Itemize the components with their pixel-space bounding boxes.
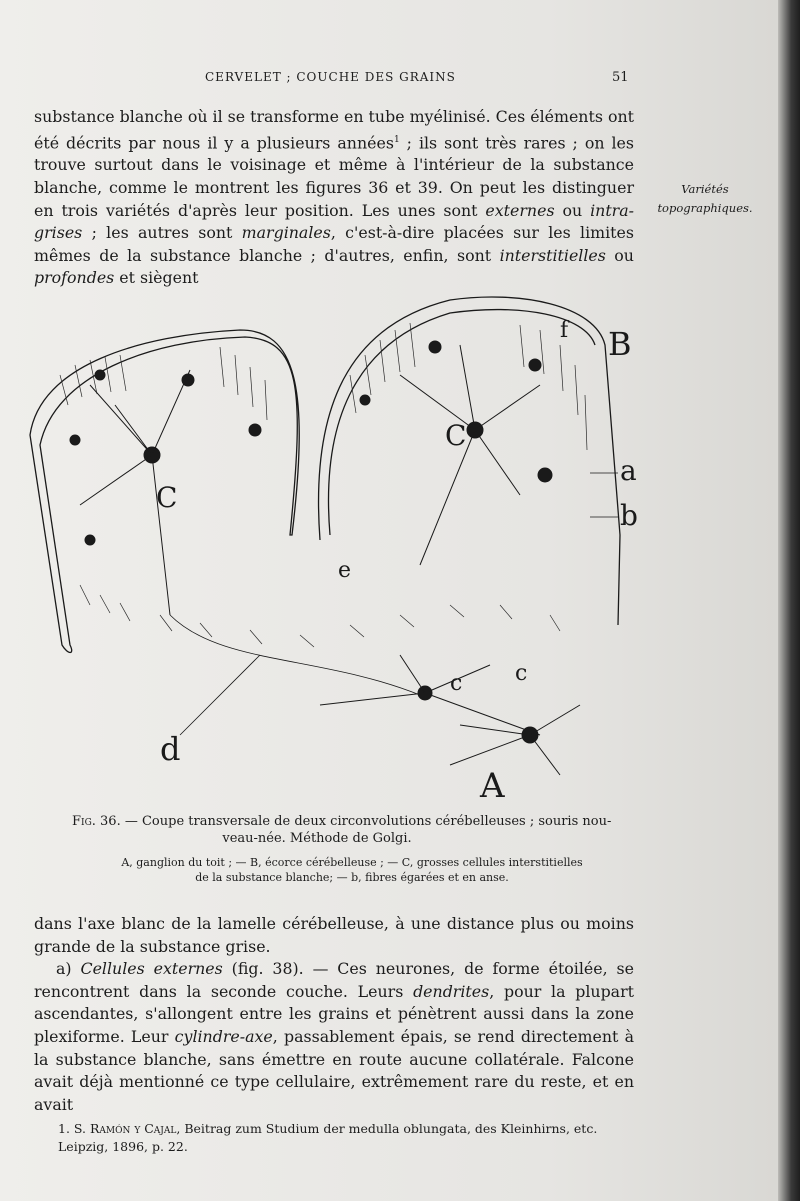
neurons: [70, 341, 580, 775]
legend-line-2: de la substance blanche; — b, fibres égarées et en anse.: [195, 871, 509, 884]
caption-legend: [72, 855, 632, 885]
figure-caption: [72, 813, 632, 885]
paragraph-bottom: [34, 913, 634, 1116]
caption-text: — Coupe transversale de deux circonvolutions cérébelleuses ; souris nou-: [120, 814, 612, 829]
folia-outline: [30, 297, 620, 653]
label-e: e: [338, 558, 352, 583]
footnote-text: , Beitrag zum Studium der medulla oblungata, des Kleinhirns, etc. Leipzig, 1896, p. 22.: [58, 1121, 598, 1154]
text-run: , passablement épais, se rend directement à la substance blanche, sans émettre en route aucune collatérale. Falcone avait déjà mentionné ce type cellulaire, extrêmement rare du reste, et en avait: [34, 1026, 634, 1114]
text-run: ; ils sont très rares ; on les trouve surtout dans le voisinage et même à l'intérieur de la substance blanche, comme le montrent les figures 36 et 39. On peut les distinguer en trois variétés d'après leur position. Les unes sont: [34, 132, 634, 220]
footnote-number: 1.: [58, 1121, 74, 1136]
emphasis: externes: [485, 200, 555, 220]
text-run: ou: [605, 245, 634, 265]
emphasis: intra-grises: [34, 200, 634, 243]
label-f: f: [560, 318, 569, 343]
emphasis: profondes: [34, 268, 115, 288]
emphasis: Cellules externes: [80, 959, 223, 979]
text-run: (fig. 38). — Ces neurones, de forme étoilée, se rencontrent dans la seconde couche. Leurs: [34, 959, 634, 1001]
figure-36: [20, 285, 660, 800]
book-spine-shadow: [778, 0, 800, 1201]
legend-line-1: A, ganglion du toit ; — B, écorce cérébelleuse ; — C, grosses cellules interstitielles: [121, 856, 583, 869]
emphasis: marginales: [241, 223, 331, 243]
label-C-left: C: [156, 481, 178, 514]
emphasis: dendrites: [413, 981, 490, 1001]
page-number: 51: [612, 70, 629, 85]
paragraph-top: [34, 106, 634, 290]
text-run: , c'est-à-dire placées sur les limites mêmes de la substance blanche ; d'autres, enfin, sont: [34, 223, 634, 265]
caption-main: [72, 813, 632, 847]
running-title: CERVELET ; COUCHE DES GRAINS: [205, 70, 456, 84]
label-C-right: C: [445, 419, 467, 452]
label-A: A: [480, 766, 505, 800]
footnote-author: S. Ramón y Cajal: [73, 1121, 177, 1136]
margin-note: Variétés topographiques.: [657, 182, 753, 215]
footnote: [58, 1120, 638, 1156]
text-run: a): [56, 959, 81, 979]
caption-text-cont: veau-née. Méthode de Golgi.: [222, 831, 412, 846]
label-B: B: [608, 325, 632, 363]
label-c-1: c: [450, 671, 463, 696]
label-b: b: [620, 499, 638, 532]
footnote-ref: 1: [393, 134, 400, 145]
paragraph-top-text: [34, 106, 634, 290]
cerebellum-illustration: [20, 285, 660, 800]
emphasis: interstitielles: [499, 245, 606, 265]
figure-labels: [156, 318, 638, 800]
text-run: , pour la plupart ascendantes, s'allongent entre les grains et pénètrent aussi dans la zone plexiforme. Leur: [34, 981, 635, 1046]
text-run: ou: [554, 200, 591, 220]
fibres: [170, 473, 618, 735]
text-run: substance blanche où il se transforme en tube myélinisé. Ces éléments ont été décrits par nous il y a plusieurs années: [34, 107, 634, 152]
label-a: a: [620, 454, 637, 487]
emphasis: cylindre-axe: [174, 1026, 273, 1046]
figure-label: Fig. 36.: [72, 814, 121, 829]
label-d: d: [160, 730, 181, 768]
granule-hatching: [60, 323, 587, 647]
label-c-2: c: [515, 661, 528, 686]
paragraph-bottom-line1: dans l'axe blanc de la lamelle cérébelleuse, à une distance plus ou moins grande de la substance grise.: [34, 914, 634, 956]
paragraph-bottom-text: [34, 958, 634, 1116]
text-run: et siègent: [114, 268, 199, 288]
text-run: ; les autres sont: [82, 223, 242, 243]
